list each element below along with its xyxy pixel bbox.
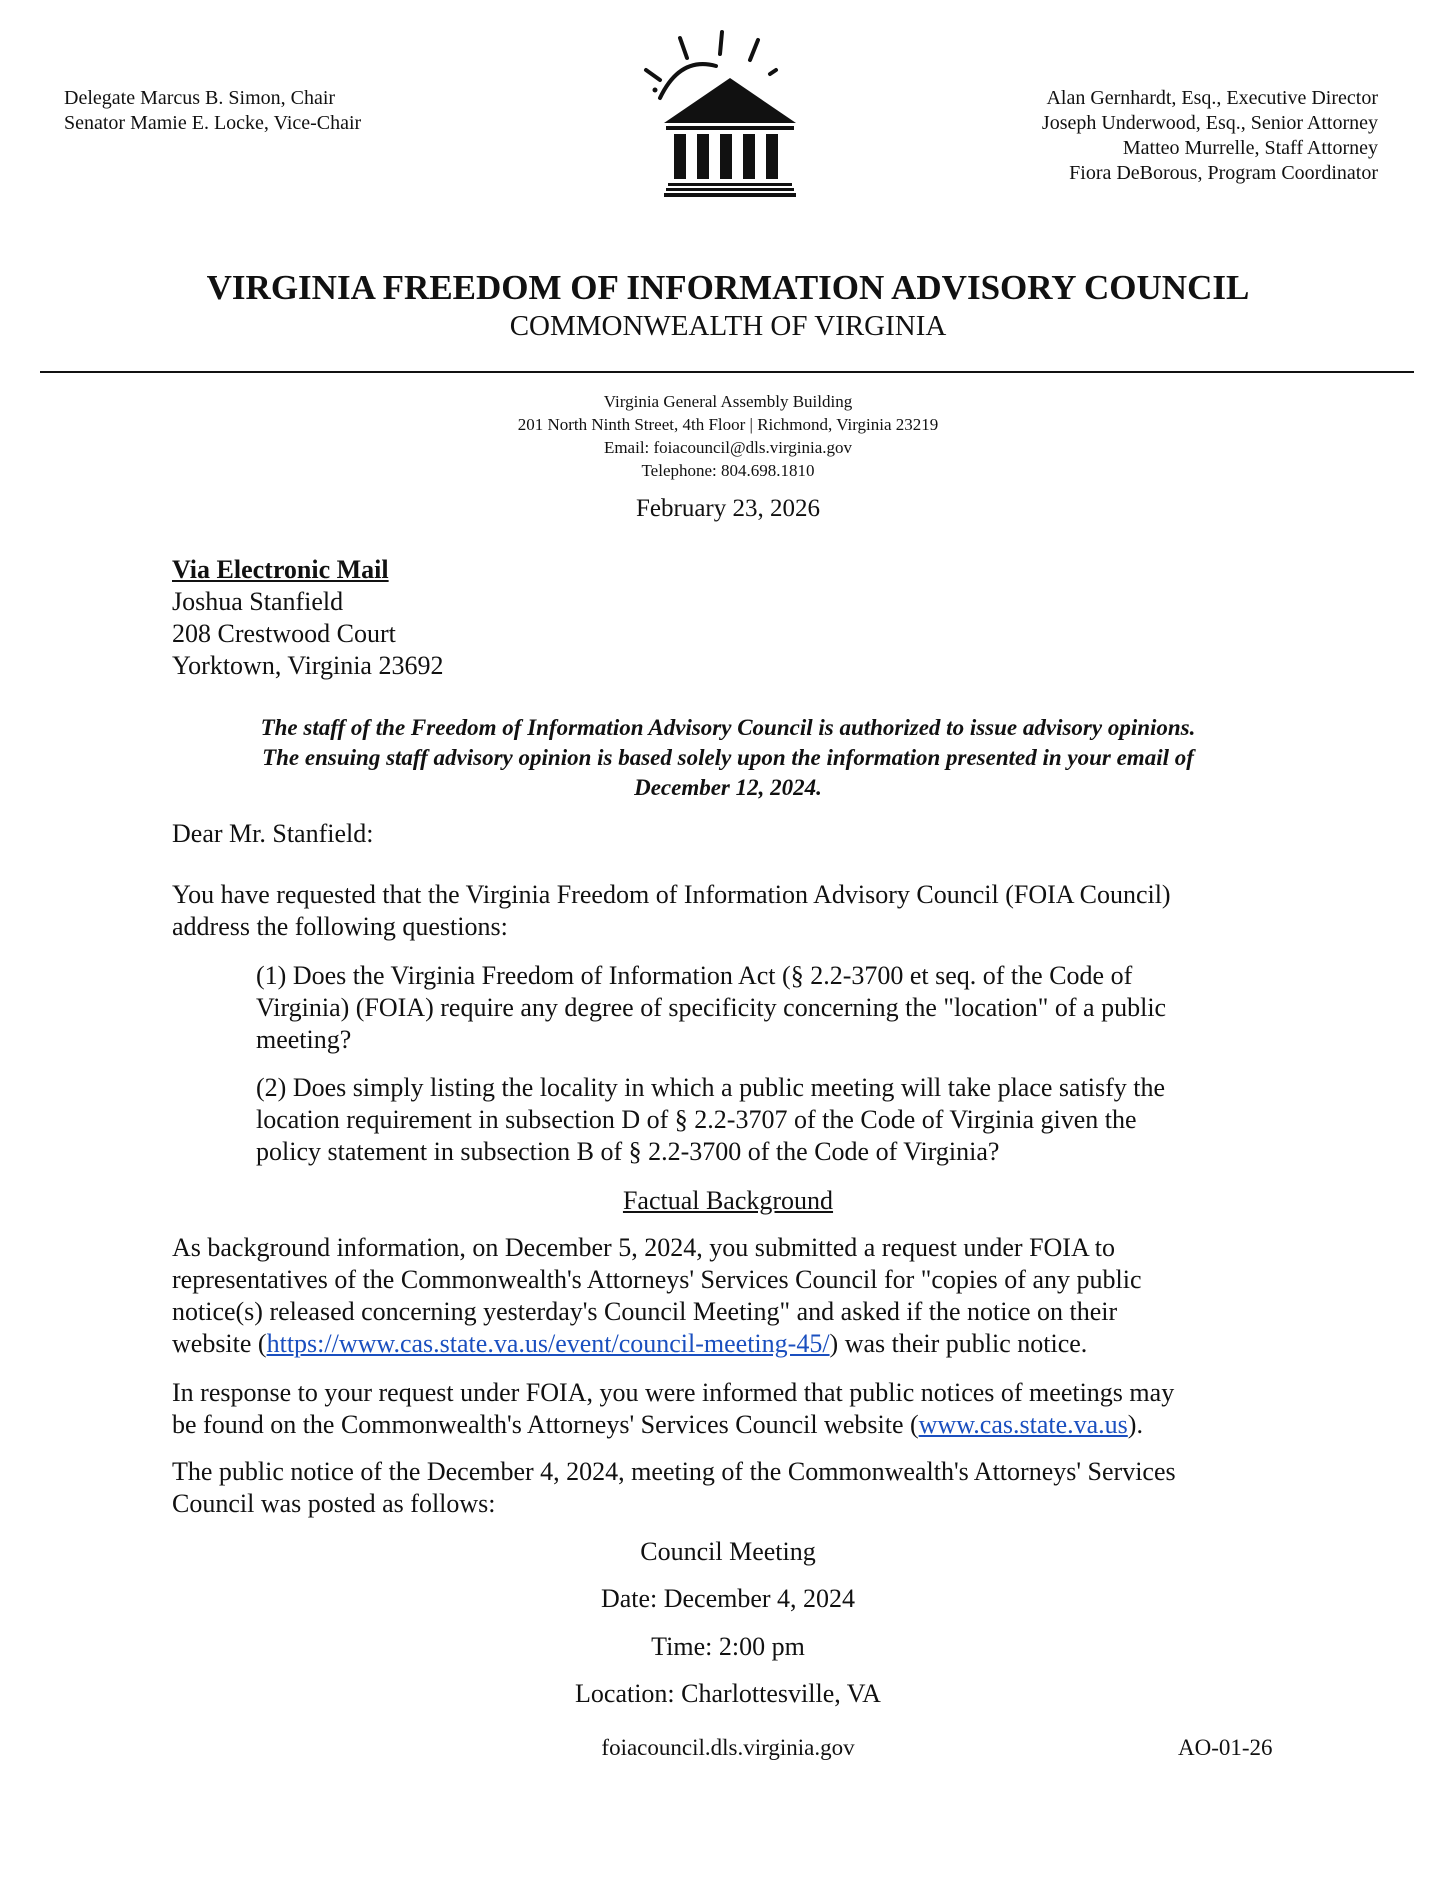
paragraph-line: location requirement in subsection D of § 2.2-3707 of the Code of Virginia given the (256, 1105, 1137, 1134)
paragraph-line (172, 1409, 1174, 1441)
street: 201 North Ninth Street, 4th Floor | Richmond, Virginia 23219 (517, 415, 939, 434)
council-address (0, 390, 1456, 482)
paragraph-line: You have requested that the Virginia Freedom of Information Advisory Council (FOIA Council) (172, 880, 1171, 909)
building: Virginia General Assembly Building (603, 392, 853, 411)
section-heading: Factual Background (622, 1186, 834, 1215)
paragraph-line: The public notice of the December 4, 2024, meeting of the Commonwealth's Attorneys' Services (172, 1457, 1176, 1486)
logo-icon (630, 28, 830, 198)
paragraph-line: representatives of the Commonwealth's Attorneys' Services Council for "copies of any public (172, 1265, 1142, 1294)
program-coordinator: Fiora DeBorous, Program Coordinator (1069, 162, 1378, 184)
council-leadership (64, 86, 361, 136)
meeting-title: Council Meeting (640, 1537, 816, 1566)
paragraph-line: notice(s) released concerning yesterday's Council Meeting" and asked if the notice on their (172, 1297, 1118, 1326)
vice-chair: Senator Mamie E. Locke, Vice-Chair (64, 112, 362, 134)
background-paragraph (172, 1232, 1141, 1360)
paragraph-line: policy statement in subsection B of § 2.2-3700 of the Code of Virginia? (256, 1137, 1000, 1166)
advisory-notice (0, 713, 1456, 803)
paragraph-line: meeting? (256, 1025, 352, 1054)
paragraph-line: (2) Does simply listing the locality in which a public meeting will take place satisfy the (256, 1073, 1166, 1102)
telephone: Telephone: 804.698.1810 (641, 461, 815, 480)
staff-attorney: Matteo Murrelle, Staff Attorney (1122, 137, 1378, 159)
question-2 (256, 1072, 1165, 1168)
council-staff (1042, 86, 1378, 186)
posted-paragraph (172, 1456, 1176, 1520)
salutation: Dear Mr. Stanfield: (172, 819, 374, 848)
page-subtitle: COMMONWEALTH OF VIRGINIA (509, 310, 947, 342)
page-title: VIRGINIA FREEDOM OF INFORMATION ADVISORY COUNCIL (206, 268, 1250, 307)
meeting-time: Time: 2:00 pm (651, 1632, 805, 1661)
paragraph-line: In response to your request under FOIA, you were informed that public notices of meetings may (172, 1378, 1175, 1407)
email: Email: foiacouncil@dls.virginia.gov (603, 438, 853, 457)
question-1 (256, 960, 1166, 1056)
notice-line: December 12, 2024. (634, 775, 822, 800)
paragraph-line: (1) Does the Virginia Freedom of Information Act (§ 2.2-3700 et seq. of the Code of (256, 961, 1133, 990)
paragraph-line: As background information, on December 5, 2024, you submitted a request under FOIA to (172, 1233, 1116, 1262)
executive-director: Alan Gernhardt, Esq., Executive Director (1046, 87, 1378, 109)
intro-paragraph (172, 879, 1171, 943)
meeting-notice-link[interactable]: https://www.cas.state.va.us/event/council-meeting-45/ (266, 1329, 830, 1358)
recipient-block (172, 554, 443, 682)
text: website ( (172, 1329, 267, 1358)
text: ). (1127, 1410, 1143, 1439)
delivery-method: Via Electronic Mail (172, 555, 389, 584)
paragraph-line: address the following questions: (172, 912, 508, 941)
meeting-location: Location: Charlottesville, VA (575, 1679, 881, 1708)
paragraph-line (172, 1328, 1141, 1360)
footer-site: foiacouncil.dls.virginia.gov (601, 1735, 855, 1760)
recipient-name: Joshua Stanfield (172, 587, 344, 616)
text: be found on the Commonwealth's Attorneys' Services Council website ( (172, 1410, 919, 1439)
recipient-street: 208 Crestwood Court (172, 619, 396, 648)
paragraph-line: Council was posted as follows: (172, 1489, 496, 1518)
header-divider (40, 371, 1414, 373)
cas-website-link[interactable]: www.cas.state.va.us (918, 1410, 1128, 1439)
chair: Delegate Marcus B. Simon, Chair (64, 87, 336, 109)
notice-line: The ensuing staff advisory opinion is based solely upon the information presented in your email of (262, 745, 1194, 770)
senior-attorney: Joseph Underwood, Esq., Senior Attorney (1041, 112, 1378, 134)
footer-opinion-code: AO-01-26 (1178, 1735, 1273, 1760)
paragraph-line: Virginia) (FOIA) require any degree of specificity concerning the "location" of a public (256, 993, 1167, 1022)
letter-date: February 23, 2026 (636, 495, 820, 522)
meeting-date: Date: December 4, 2024 (600, 1584, 856, 1613)
recipient-city: Yorktown, Virginia 23692 (172, 651, 444, 680)
notice-line: The staff of the Freedom of Information Advisory Council is authorized to issue advisory opinions. (260, 715, 1196, 740)
response-paragraph (172, 1377, 1174, 1441)
text: ) was their public notice. (829, 1329, 1088, 1358)
